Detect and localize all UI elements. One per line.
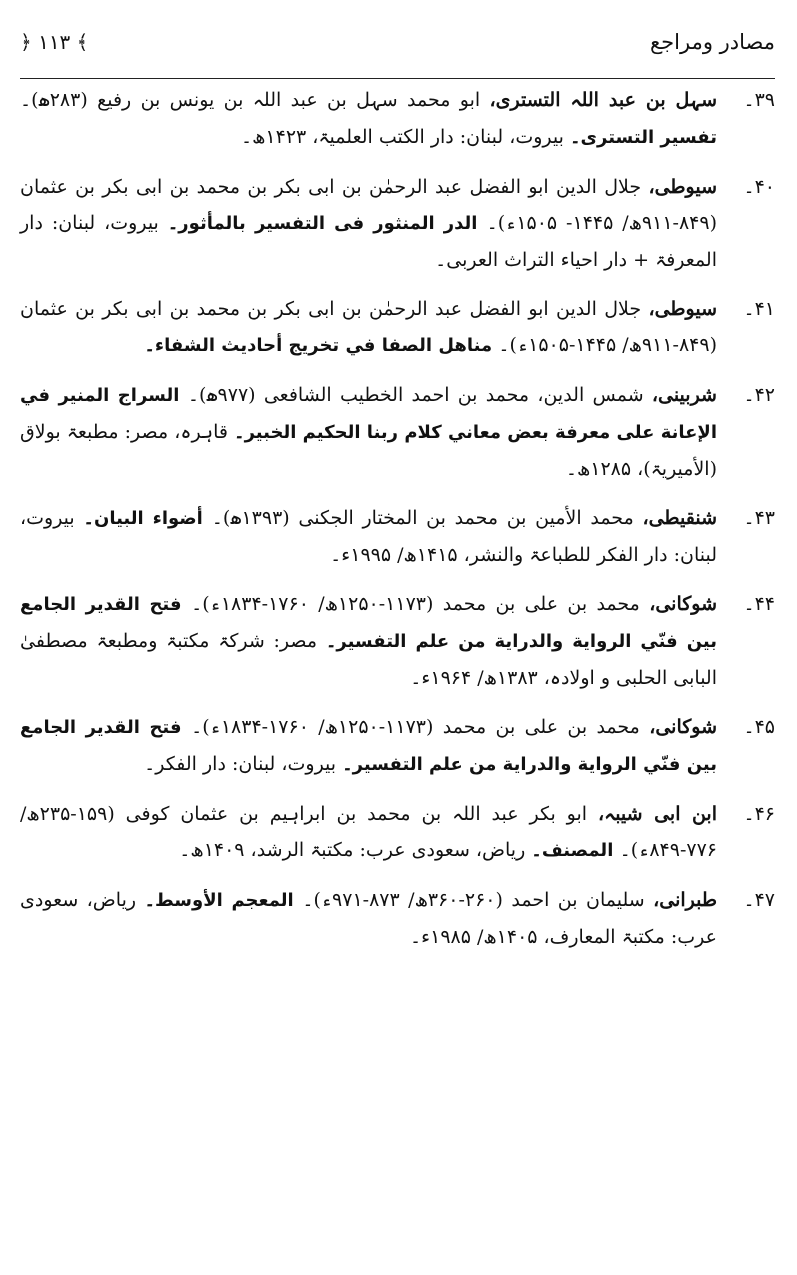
entry-author: ابن ابی شیبہ،	[597, 803, 717, 825]
bibliography-entry	[20, 882, 775, 955]
entry-details: سلیمان بن احمد (۲۶۰-۳۶۰ھ/ ۸۷۳-۹۷۱ء)۔	[302, 889, 654, 911]
entry-title: مناهل الصفا في تخريج أحاديث الشفاء۔	[144, 335, 499, 356]
entry-details: ابو محمد سہل بن عبد اللہ بن یونس بن رفیع (۲۸۳ھ)۔	[20, 89, 490, 111]
bibliography-entry	[20, 377, 775, 487]
entry-number: ۴۶۔	[743, 803, 775, 825]
entry-title: المصنف۔	[531, 840, 620, 861]
entry-title: فتح القدير الجامع بين فنّي الرواية والدراية من علم التفسير۔	[20, 594, 717, 652]
bibliography-entry	[20, 82, 775, 156]
entry-author: شوکانی،	[649, 593, 718, 615]
entry-number: ۴۵۔	[743, 716, 775, 738]
entry-body	[20, 169, 717, 278]
entry-author: شوکانی،	[649, 716, 718, 738]
header-rule	[20, 78, 775, 79]
entry-number: ۳۹۔	[743, 89, 775, 111]
entry-body	[20, 796, 717, 869]
entry-number: ۴۴۔	[743, 593, 775, 615]
entry-body	[20, 882, 717, 955]
entry-author: سہل بن عبد اللہ التستری،	[489, 89, 717, 111]
bibliography-entry	[20, 586, 775, 696]
entry-author: شربینی،	[651, 384, 717, 406]
entry-author: شنقیطی،	[642, 507, 718, 529]
entry-title: المعجم الأوسط۔	[144, 890, 303, 911]
entry-details: شمس الدین، محمد بن احمد الخطیب الشافعی (۹۷۷ھ)۔	[187, 384, 652, 406]
entry-details: محمد الأمین بن محمد بن المختار الجکنی (۱۳۹۳ھ)۔	[211, 507, 643, 529]
page-number: ﴿ ۱۱۳ ﴾	[20, 30, 89, 54]
entry-publication: قاہرہ، مصر: مطبعۃ بولاق (الأمیریۃ)، ۱۲۸۵ھ۔	[20, 421, 717, 480]
entry-body	[20, 586, 717, 696]
entry-publication: بیروت، لبنان: دار الفکر۔	[144, 753, 343, 775]
entry-body	[20, 500, 717, 573]
entry-body	[20, 291, 717, 364]
entry-publication: ریاض، سعودی عرب: مکتبۃ المعارف، ۱۴۰۵ھ/ ۱۹۸۵ء۔	[20, 889, 717, 948]
entry-author: سیوطی،	[648, 176, 717, 198]
bibliography-entry	[20, 169, 775, 278]
entry-number: ۴۷۔	[743, 889, 775, 911]
running-title: مصادر ومراجع	[650, 30, 775, 54]
entry-title: أضواء البيان۔	[83, 508, 212, 529]
entry-number: ۴۰۔	[743, 176, 775, 198]
entry-title: الدر المنثور فی التفسیر بالمأثور۔	[167, 213, 487, 234]
entry-details: محمد بن علی بن محمد (۱۱۷۳-۱۲۵۰ھ/ ۱۷۶۰-۱۸۳۴ء)۔	[191, 593, 650, 615]
entry-author: سیوطی،	[648, 298, 717, 320]
entry-body	[20, 82, 717, 156]
entry-publication: ریاض، سعودی عرب: مکتبۃ الرشد، ۱۴۰۹ھ۔	[179, 839, 532, 861]
entry-details: جلال الدین ابو الفضل عبد الرحمٰن بن ابی بکر بن محمد بن ابی بکر بن عثمان (۸۴۹-۹۱۱ھ/ ۱۴۴۵- ۱۵۰۵ء)۔	[20, 176, 717, 234]
entry-number: ۴۱۔	[743, 298, 775, 320]
entry-number: ۴۳۔	[743, 507, 775, 529]
entry-publication: مصر: شرکۃ مکتبۃ ومطبعۃ مصطفیٰ البابی الحلبی و اولادہ، ۱۳۸۳ھ/ ۱۹۶۴ء۔	[20, 630, 717, 689]
entry-details: محمد بن علی بن محمد (۱۱۷۳-۱۲۵۰ھ/ ۱۷۶۰-۱۸۳۴ء)۔	[191, 716, 650, 738]
bibliography-entry	[20, 291, 775, 364]
entry-publication: بیروت، لبنان: دار الفکر للطباعۃ والنشر، ۱۴۱۵ھ/ ۱۹۹۵ء۔	[20, 507, 717, 566]
entry-body	[20, 377, 717, 487]
entry-number: ۴۲۔	[743, 384, 775, 406]
bibliography-entry	[20, 500, 775, 573]
bibliography-list	[20, 82, 775, 968]
entry-title: تفسیر التستری۔	[569, 127, 717, 148]
entry-title: السراج المنير في الإعانة على معرفة بعض معاني كلام ربنا الحكيم الخبير۔	[20, 385, 717, 443]
page-header	[20, 28, 775, 68]
entry-author: طبرانی،	[653, 889, 717, 911]
entry-publication: بیروت، لبنان: دار المعرفۃ + دار احیاء التراث العربی۔	[20, 212, 717, 271]
entry-details: ابو بکر عبد اللہ بن محمد بن ابراہیم بن عثمان کوفی (۱۵۹-۲۳۵ھ/ ۷۷۶-۸۴۹ء)۔	[20, 803, 717, 861]
entry-body	[20, 709, 717, 783]
entry-publication: بیروت، لبنان: دار الکتب العلمیۃ، ۱۴۲۳ھ۔	[241, 126, 570, 148]
entry-details: جلال الدین ابو الفضل عبد الرحمٰن بن ابی بکر بن محمد بن ابی بکر بن عثمان (۸۴۹-۹۱۱ھ/ ۱۴۴۵-۱۵۰۵ء)۔	[20, 298, 717, 356]
bibliography-entry	[20, 796, 775, 869]
entry-title: فتح القدير الجامع بين فنّي الرواية والدراية من علم التفسير۔	[20, 717, 717, 775]
bibliography-entry	[20, 709, 775, 783]
